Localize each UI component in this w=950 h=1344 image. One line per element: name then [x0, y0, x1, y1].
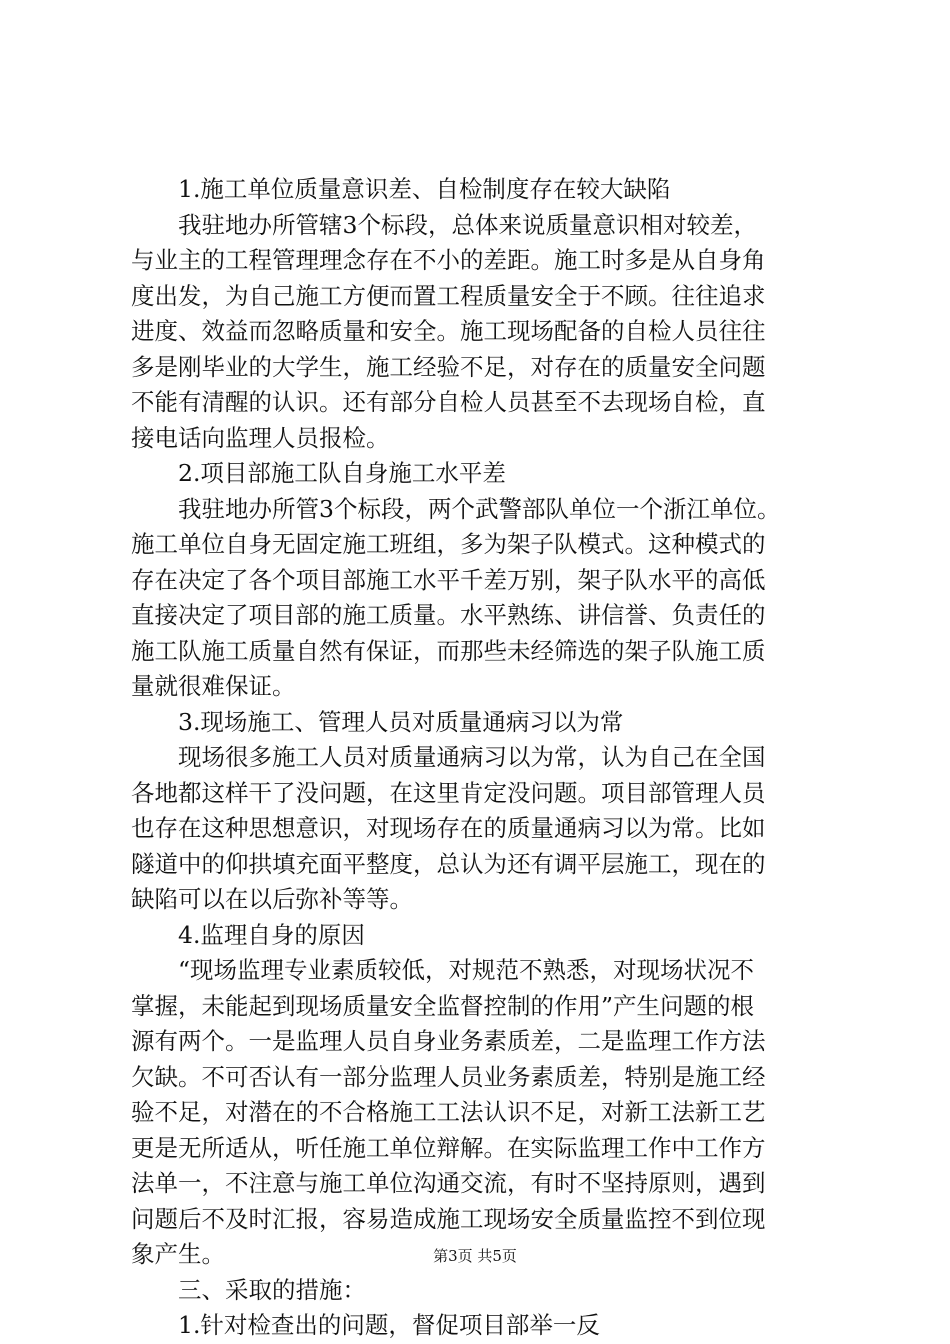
paragraph-line: 更是无所适从，听任施工单位辩解。在实际监理工作中工作方 — [131, 1133, 766, 1162]
page-number-footer: 第3页 共5页 — [433, 1247, 517, 1265]
paragraph-line: 也存在这种思想意识，对现场存在的质量通病习以为常。比如 — [131, 814, 766, 842]
paragraph-line: 法单一，不注意与施工单位沟通交流，有时不坚持原则，遇到 — [131, 1169, 766, 1197]
paragraph-line: 欠缺。不可否认有一部分监理人员业务素质差，特别是施工经 — [131, 1062, 766, 1091]
heading-1: 1.施工单位质量意识差、自检制度存在较大缺陷 — [178, 175, 671, 203]
paragraph-line: 直接决定了项目部的施工质量。水平熟练、讲信誉、负责任的 — [131, 601, 766, 629]
heading-2: 2.项目部施工队自身施工水平差 — [178, 459, 506, 487]
paragraph-line: 各地都这样干了没问题，在这里肯定没问题。项目部管理人员 — [131, 778, 766, 807]
paragraph-line: 多是刚毕业的大学生，施工经验不足，对存在的质量安全问题 — [131, 352, 766, 381]
paragraph-line: 度出发，为自己施工方便而置工程质量安全于不顾。往往追求 — [131, 281, 766, 310]
paragraph-line: 与业主的工程管理理念存在不小的差距。施工时多是从自身角 — [131, 246, 766, 274]
paragraph-line: 源有两个。一是监理人员自身业务素质差，二是监理工作方法 — [131, 1027, 766, 1055]
paragraph-line: 隧道中的仰拱填充面平整度，总认为还有调平层施工，现在的 — [131, 849, 766, 878]
paragraph-line: 存在决定了各个项目部施工水平千差万别，架子队水平的高低 — [131, 565, 766, 594]
paragraph-line: 进度、效益而忽略质量和安全。施工现场配备的自检人员往往 — [131, 317, 766, 345]
paragraph-line: 验不足，对潜在的不合格施工工法认识不足，对新工法新工艺 — [131, 1098, 766, 1126]
paragraph-line: 我驻地办所管辖3个标段，总体来说质量意识相对较差， — [178, 210, 757, 239]
document-body — [131, 172, 843, 1344]
paragraph-line: 施工队施工质量自然有保证，而那些未经筛选的架子队施工质 — [131, 636, 766, 665]
measure-item-1: 1.针对检查出的问题，督促项目部举一反 — [178, 1311, 600, 1339]
heading-3: 3.现场施工、管理人员对质量通病习以为常 — [178, 707, 624, 736]
section-heading: 三、采取的措施： — [178, 1275, 366, 1304]
paragraph-line: 缺陷可以在以后弥补等等。 — [131, 885, 413, 913]
paragraph-line: 施工单位自身无固定施工班组，多为架子队模式。这种模式的 — [131, 530, 766, 558]
paragraph-line: “现场监理专业素质较低，对规范不熟悉，对现场状况不 — [178, 956, 755, 984]
paragraph-line: 我驻地办所管3个标段，两个武警部队单位一个浙江单位。 — [178, 494, 781, 523]
paragraph-line: 问题后不及时汇报，容易造成施工现场安全质量监控不到位现 — [131, 1204, 766, 1233]
paragraph-line: 掌握，未能起到现场质量安全监督控制的作用”产生问题的根 — [131, 991, 755, 1020]
paragraph-line: 现场很多施工人员对质量通病习以为常，认为自己在全国 — [178, 743, 766, 771]
paragraph-line: 象产生。 — [131, 1240, 225, 1268]
paragraph-line: 量就很难保证。 — [131, 672, 296, 700]
heading-4: 4.监理自身的原因 — [178, 920, 365, 949]
paragraph-line: 不能有清醒的认识。还有部分自检人员甚至不去现场自检，直 — [131, 388, 766, 416]
paragraph-line: 接电话向监理人员报检。 — [131, 423, 390, 452]
